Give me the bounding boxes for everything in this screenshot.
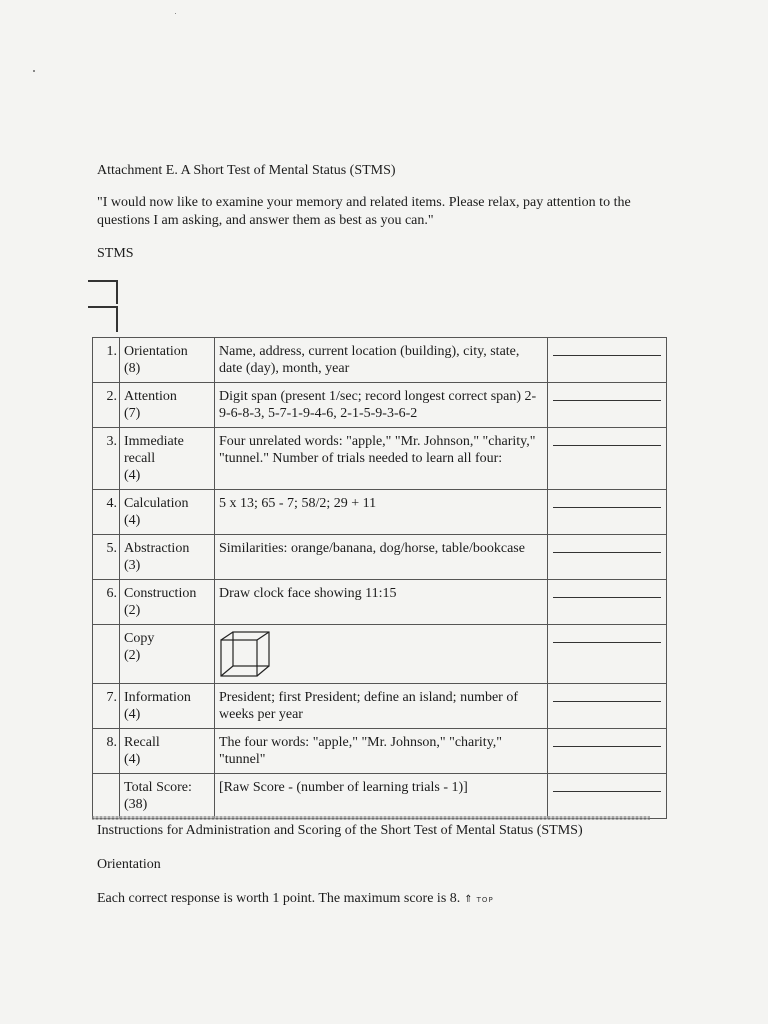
scoring-text-line (97, 890, 494, 909)
score-line (553, 355, 661, 356)
item-name: Copy (124, 631, 155, 646)
item-number: 5. (93, 535, 120, 580)
score-line (553, 400, 661, 401)
top-link[interactable]: TOP (476, 896, 494, 904)
item-name-cell (120, 684, 215, 729)
score-cell (548, 729, 667, 774)
item-points: (4) (124, 513, 141, 528)
item-name-cell (120, 383, 215, 428)
item-points: (4) (124, 468, 141, 483)
scan-edge (92, 816, 650, 820)
item-points: (2) (124, 603, 141, 618)
score-cell (548, 383, 667, 428)
document-title: Attachment E. A Short Test of Mental Status (STMS) (97, 163, 396, 178)
score-line (553, 642, 661, 643)
score-cell (548, 684, 667, 729)
margin-bracket (88, 280, 118, 304)
table-row (93, 383, 667, 428)
score-cell (548, 490, 667, 535)
scan-speck (175, 13, 176, 14)
item-points: (4) (124, 707, 141, 722)
score-line (553, 701, 661, 702)
item-name-cell (120, 338, 215, 383)
table-row (93, 535, 667, 580)
table-row (93, 774, 667, 819)
cube-drawing-icon (219, 630, 275, 678)
item-name-cell (120, 535, 215, 580)
score-cell (548, 535, 667, 580)
item-task: Name, address, current location (building), city, state, date (day), month, year (215, 338, 548, 383)
score-cell (548, 428, 667, 490)
item-number: 4. (93, 490, 120, 535)
section-heading: Orientation (97, 857, 161, 872)
item-name: Information (124, 690, 191, 705)
item-task: 5 x 13; 65 - 7; 58/2; 29 + 11 (215, 490, 548, 535)
margin-bracket (88, 306, 118, 332)
table-row (93, 580, 667, 625)
item-name: Calculation (124, 496, 189, 511)
item-name: Abstraction (124, 541, 190, 556)
item-task: Similarities: orange/banana, dog/horse, table/bookcase (215, 535, 548, 580)
item-name-cell (120, 490, 215, 535)
item-name: Construction (124, 586, 197, 601)
item-points: (3) (124, 558, 141, 573)
item-name: Orientation (124, 344, 188, 359)
item-name: Immediate recall (124, 434, 184, 466)
table-row (93, 338, 667, 383)
score-line (553, 791, 661, 792)
stms-label: STMS (97, 246, 134, 261)
item-number: 8. (93, 729, 120, 774)
item-name-cell (120, 774, 215, 819)
item-task: [Raw Score - (number of learning trials - 1)] (215, 774, 548, 819)
score-line (553, 746, 661, 747)
score-cell (548, 625, 667, 684)
item-name-cell (120, 428, 215, 490)
item-points: (38) (124, 797, 148, 812)
item-name: Attention (124, 389, 177, 404)
arrow-up-icon: ⇑ (464, 894, 473, 905)
score-line (553, 552, 661, 553)
item-points: (2) (124, 648, 141, 663)
score-cell (548, 774, 667, 819)
score-line (553, 445, 661, 446)
item-number: 3. (93, 428, 120, 490)
instructions-heading: Instructions for Administration and Scoring of the Short Test of Mental Status (STMS) (97, 823, 583, 838)
scoring-text: Each correct response is worth 1 point. The maximum score is 8. (97, 891, 461, 906)
intro-quote: "I would now like to examine your memory and related items. Please relax, pay attention to the questions I am asking, and answer them as best as you can." (97, 195, 631, 228)
score-line (553, 597, 661, 598)
stms-table (92, 337, 667, 819)
table-row (93, 684, 667, 729)
item-name-cell (120, 729, 215, 774)
score-cell (548, 580, 667, 625)
item-task: Digit span (present 1/sec; record longest correct span) 2-9-6-8-3, 5-7-1-9-4-6, 2-1-5-9-3-6-2 (215, 383, 548, 428)
item-task: The four words: "apple," "Mr. Johnson," "charity," "tunnel" (215, 729, 548, 774)
item-task: Four unrelated words: "apple," "Mr. Johnson," "charity," "tunnel." Number of trials needed to learn all four: (215, 428, 548, 490)
score-cell (548, 338, 667, 383)
item-points: (7) (124, 406, 141, 421)
item-task: Draw clock face showing 11:15 (215, 580, 548, 625)
table-row (93, 428, 667, 490)
item-number (93, 774, 120, 819)
table-row (93, 625, 667, 684)
item-name-cell (120, 580, 215, 625)
item-number (93, 625, 120, 684)
item-name: Total Score: (124, 780, 192, 795)
table-row (93, 490, 667, 535)
item-name-cell (120, 625, 215, 684)
item-number: 7. (93, 684, 120, 729)
item-name: Recall (124, 735, 160, 750)
table-row (93, 729, 667, 774)
item-task: President; first President; define an island; number of weeks per year (215, 684, 548, 729)
scan-speck (33, 70, 35, 72)
score-line (553, 507, 661, 508)
item-number: 2. (93, 383, 120, 428)
item-number: 6. (93, 580, 120, 625)
item-points: (4) (124, 752, 141, 767)
item-number: 1. (93, 338, 120, 383)
item-points: (8) (124, 361, 141, 376)
cube-figure-cell (215, 625, 548, 684)
